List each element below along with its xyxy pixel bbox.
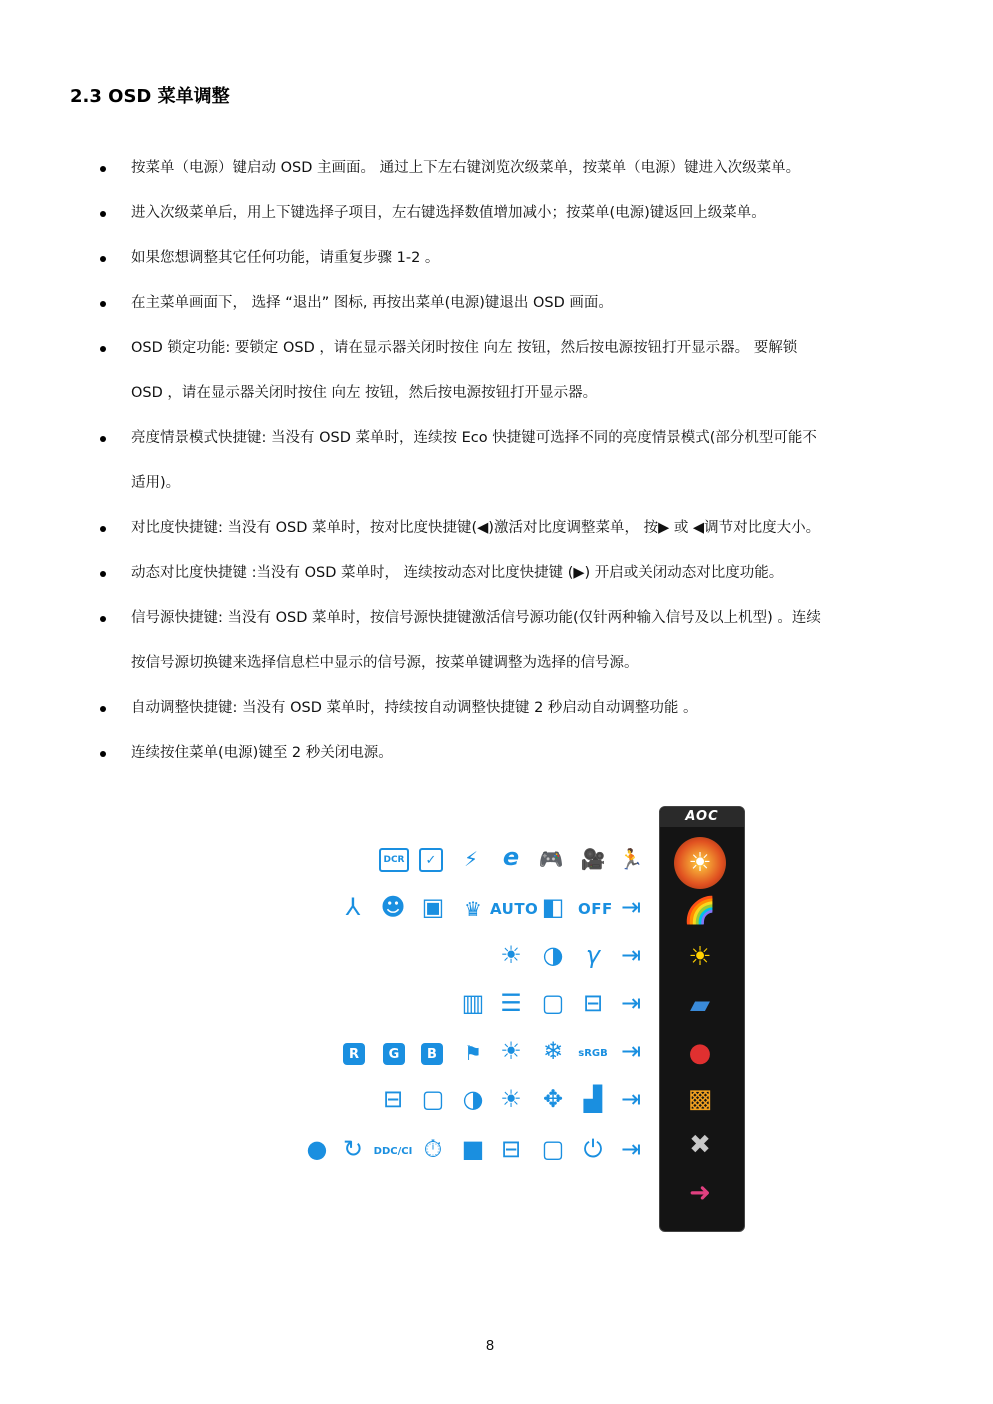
list-item-text: 对比度快捷键: 当没有 OSD 菜单时，按对比度快捷键(◀)激活对比度调整菜单， 按▶ 或 ◀调节对比度大小。 <box>131 520 821 536</box>
movie-camera-icon: 🎥 <box>580 847 606 871</box>
list-item-text: 亮度情景模式快捷键: 当没有 OSD 菜单时，连续按 Eco 快捷键可选择不同的亮度情景模式(部分机型可能不 <box>131 430 817 446</box>
bullet-dot <box>100 706 106 712</box>
gamepad-icon: 🎮 <box>538 847 564 871</box>
list-item-text: 连续按住菜单(电源)键至 2 秒关闭电源。 <box>131 745 393 761</box>
list-item-text-cont: OSD ，请在显示器关闭时按住 向左 按钮，然后按电源按钮打开显示器。 <box>131 385 598 401</box>
list-item-text: OSD 锁定功能: 要锁定 OSD ，请在显示器关闭时按住 向左 按钮，然后按电源按钮打开显示器。 要解锁 <box>131 340 798 356</box>
image-setup-icon: ▰ <box>690 990 710 1020</box>
flag-icon: ⚑ <box>464 1041 482 1065</box>
list-item-text: 进入次级菜单后，用上下键选择子项目，左右键选择数值增加减小；按菜单(电源)键返回上级菜单。 <box>131 205 766 221</box>
face-icon: ☻ <box>380 893 406 921</box>
internet-icon: e <box>502 843 520 871</box>
corner-icon: ▟ <box>583 1085 603 1113</box>
list-item <box>96 191 936 236</box>
contrast-icon: ◑ <box>542 941 564 969</box>
section-heading: 2.3 OSD 菜单调整 <box>70 86 230 107</box>
contrast-icon: ◑ <box>462 1085 484 1113</box>
bullet-dot <box>100 211 106 217</box>
osd-h-position-icon: ⊟ <box>500 1135 522 1163</box>
clock-icon: ▢ <box>541 989 565 1017</box>
half-screen-icon: ◧ <box>541 893 565 921</box>
osd-v-position-icon: ▢ <box>541 1135 565 1163</box>
list-item <box>96 281 936 326</box>
red-icon: R <box>343 1043 365 1065</box>
lightning-icon: ⚡ <box>463 847 479 871</box>
green-icon: G <box>383 1043 405 1065</box>
sports-icon: 🏃 <box>618 847 644 871</box>
tools-icon: ✖ <box>689 1130 711 1160</box>
list-item <box>96 236 936 281</box>
exit-icon: ⇥ <box>620 1085 642 1113</box>
color-rainbow-icon: 🌈 <box>683 896 717 926</box>
globe-icon: ● <box>306 1135 328 1163</box>
list-item <box>96 551 936 596</box>
list-item <box>96 416 936 506</box>
eco-mode-icon: ☀ <box>674 837 726 889</box>
bullet-dot <box>100 301 106 307</box>
picture-boost-icon: ▩ <box>687 1084 713 1114</box>
blue-icon: B <box>421 1043 443 1065</box>
phase-icon: ⊟ <box>582 989 604 1017</box>
snowflake-icon: ❄ <box>542 1037 564 1065</box>
list-item <box>96 731 936 776</box>
dcr-icon: DCR <box>379 848 409 872</box>
list-item-text: 按菜单（电源）键启动 OSD 主画面。 通过上下左右键浏览次级菜单，按菜单（电源）键进入次级菜单。 <box>131 160 801 176</box>
h-size-icon: ⊟ <box>382 1085 404 1113</box>
horizontal-lines-icon: ▥ <box>461 989 485 1017</box>
power-icon: ⏻ <box>583 1135 603 1163</box>
exit-icon: ⇥ <box>620 893 642 921</box>
auto-icon: AUTO <box>490 900 539 918</box>
bullet-dot <box>100 526 106 532</box>
bullet-dot <box>100 616 106 622</box>
list-item-text-cont: 按信号源切换键来选择信息栏中显示的信号源，按菜单键调整为选择的信号源。 <box>131 655 639 671</box>
bright-frame-icon: ♛ <box>464 897 482 921</box>
timer-icon: ⏱ <box>423 1135 443 1163</box>
bullet-dot <box>100 346 106 352</box>
bullet-dot <box>100 436 106 442</box>
instruction-list <box>96 146 936 776</box>
bullet-dot <box>100 751 106 757</box>
color-setup-icon: ● <box>688 1038 712 1068</box>
gamma-icon: γ <box>585 941 601 969</box>
split-icon: ⅄ <box>345 893 361 921</box>
srgb-icon: sRGB <box>578 1047 608 1059</box>
list-item <box>96 326 936 416</box>
checkbox-icon: ✓ <box>419 848 443 872</box>
move-icon: ✥ <box>542 1085 564 1113</box>
exit-icon: ⇥ <box>620 989 642 1017</box>
picture-icon: ▣ <box>421 893 445 921</box>
osd-main-menu-panel <box>659 806 745 1232</box>
reset-icon: ↻ <box>342 1135 364 1163</box>
v-size-icon: ▢ <box>421 1085 445 1113</box>
exit-icon: ⇥ <box>620 1037 642 1065</box>
list-item <box>96 686 936 731</box>
exit-icon: ⇥ <box>620 1135 642 1163</box>
luminance-icon: ☀ <box>688 942 712 972</box>
list-item-text: 信号源快捷键: 当没有 OSD 菜单时，按信号源快捷键激活信号源功能(仅针两种输入信号及以上机型) 。连续 <box>131 610 821 626</box>
aoc-logo: AOC <box>660 807 744 827</box>
sun-icon: ☀ <box>500 941 522 969</box>
list-item <box>96 146 936 191</box>
list-item <box>96 506 936 551</box>
list-item-text: 动态对比度快捷键 :当没有 OSD 菜单时， 连续按动态对比度快捷键 (▶) 开启或关闭动态对比度功能。 <box>131 565 784 581</box>
list-item-text: 自动调整快捷键: 当没有 OSD 菜单时，持续按自动调整快捷键 2 秒启动自动调整功能 。 <box>131 700 698 716</box>
bullet-dot <box>100 256 106 262</box>
list-item-text: 如果您想调整其它任何功能，请重复步骤 1-2 。 <box>131 250 440 266</box>
list-item-text-cont: 适用)。 <box>131 475 181 491</box>
list-item <box>96 596 936 686</box>
list-lines-icon: ☰ <box>500 989 522 1017</box>
transparency-icon: ■ <box>461 1135 485 1163</box>
warm-sun-icon: ☀ <box>500 1037 522 1065</box>
brightness-icon: ☀ <box>500 1085 522 1113</box>
ddcci-icon: DDC/CI <box>373 1145 413 1157</box>
bullet-dot <box>100 166 106 172</box>
exit-icon: ➜ <box>689 1178 711 1208</box>
page-number: 8 <box>486 1338 495 1354</box>
list-item-text: 在主菜单画面下， 选择 “退出” 图标, 再按出菜单(电源)键退出 OSD 画面。 <box>131 295 613 311</box>
exit-icon: ⇥ <box>620 941 642 969</box>
bullet-dot <box>100 571 106 577</box>
off-icon: OFF <box>578 900 613 918</box>
